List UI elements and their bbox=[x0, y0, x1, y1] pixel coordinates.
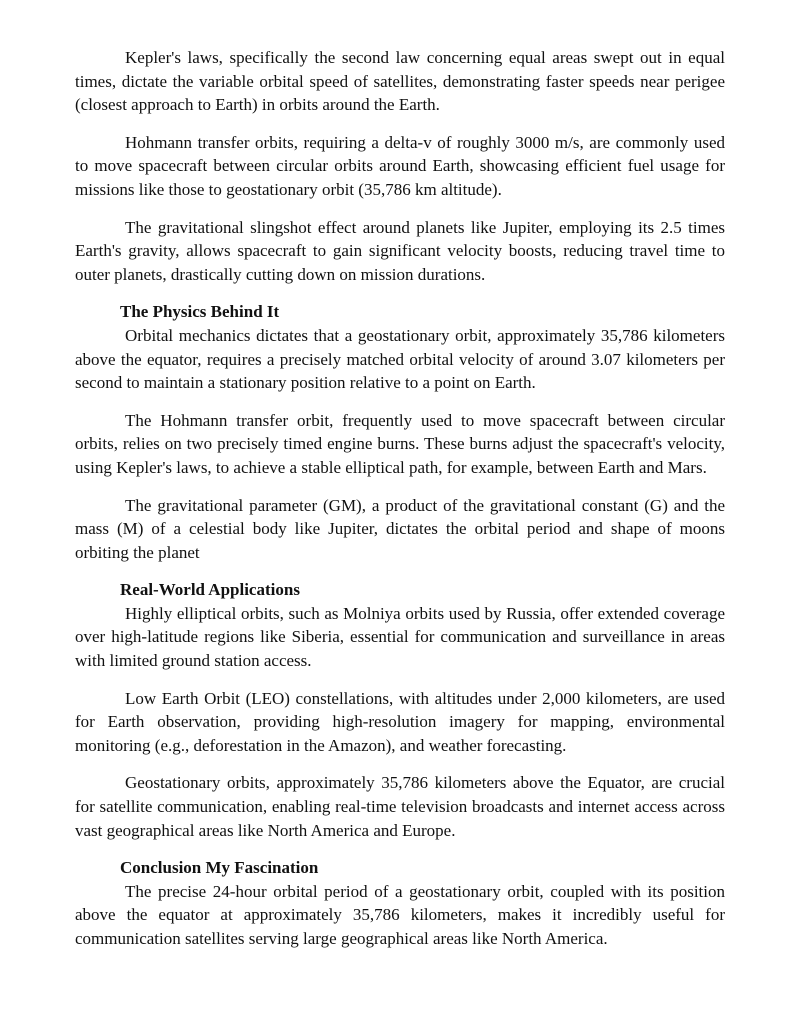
paragraph-gravitational-parameter: The gravitational parameter (GM), a product of the gravitational constant (G) and the mass (M) of a celestial body like Jupiter, dictates the orbital period and shape of moons orbiting the planet bbox=[75, 495, 725, 562]
paragraph-geostationary-communication: Geostationary orbits, approximately 35,786 kilometers above the Equator, are crucial for satellite communication, enabling real-time television broadcasts and internet access across vast geographical areas like North America and Europe. bbox=[75, 773, 725, 840]
paragraph-conclusion: The precise 24-hour orbital period of a geostationary orbit, coupled with its position above the equator at approximately 35,786 kilometers, makes it incredibly useful for communication satellites serving large geographical areas like North America. bbox=[75, 881, 725, 948]
paragraph-leo-constellations: Low Earth Orbit (LEO) constellations, with altitudes under 2,000 kilometers, are used for Earth observation, providing high-resolution imagery for mapping, environmental monitoring (e.g., deforestation in the Amazon), and weather forecasting. bbox=[75, 688, 725, 755]
paragraph-hohmann-burns: The Hohmann transfer orbit, frequently used to move spacecraft between circular orbits, relies on two precisely timed engine burns. These burns adjust the spacecraft's velocity, using Kepler's laws, to achieve a stable elliptical path, for example, between Earth and Mars. bbox=[75, 410, 725, 477]
paragraph-hohmann-transfer: Hohmann transfer orbits, requiring a delta-v of roughly 3000 m/s, are commonly used to move spacecraft between circular orbits around Earth, showcasing efficient fuel usage for missions like those to geostationary orbit (35,786 km altitude). bbox=[75, 132, 725, 199]
document-page bbox=[75, 46, 725, 965]
heading-conclusion: Conclusion My Fascination bbox=[120, 858, 319, 878]
heading-physics: The Physics Behind It bbox=[120, 302, 280, 322]
paragraph-molniya-orbits: Highly elliptical orbits, such as Molniya orbits used by Russia, offer extended coverage over high-latitude regions like Siberia, essential for communication and surveillance in areas with limited ground station access. bbox=[75, 603, 725, 671]
paragraph-gravitational-slingshot: The gravitational slingshot effect around planets like Jupiter, employing its 2.5 times Earth's gravity, allows spacecraft to gain significant velocity boosts, reducing travel time to outer planets, drastically cutting down on mission durations. bbox=[75, 217, 725, 284]
paragraph-geostationary-velocity: Orbital mechanics dictates that a geostationary orbit, approximately 35,786 kilometers above the equator, requires a precisely matched orbital velocity of around 3.07 kilometers per second to maintain a stationary position relative to a point on Earth. bbox=[75, 325, 725, 393]
paragraph-keplers-laws: Kepler's laws, specifically the second law concerning equal areas swept out in equal times, dictate the variable orbital speed of satellites, demonstrating faster speeds near perigee (closest approach to Earth) in orbits around the Earth. bbox=[75, 48, 725, 115]
heading-applications: Real-World Applications bbox=[120, 580, 300, 600]
